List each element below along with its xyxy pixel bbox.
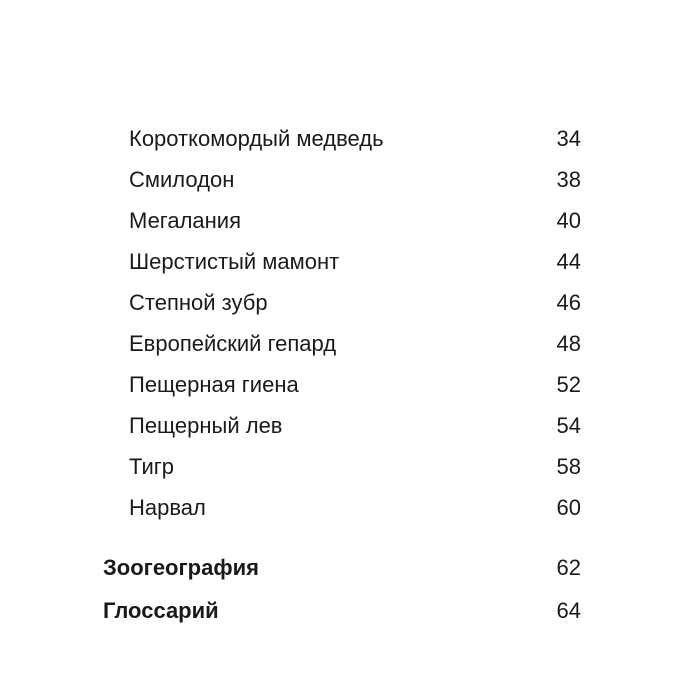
toc-entry-title: Смилодон [129,167,235,192]
toc-entry [0,408,700,444]
toc-section [0,593,700,629]
toc-entry-title: Пещерный лев [129,413,283,438]
toc-entry-page-number: 44 [556,249,581,274]
toc-entry [0,121,700,157]
toc-entry-page-number: 52 [556,372,581,397]
toc-entry-page-number: 48 [556,331,581,356]
toc-entry-title: Короткомордый медведь [129,126,384,151]
toc-entry [0,203,700,239]
toc-entry-page-number: 46 [556,290,581,315]
toc-entry-title: Европейский гепард [129,331,337,356]
toc-entry-page-number: 58 [556,454,581,479]
toc-entry [0,326,700,362]
toc-entry-page-number: 54 [556,413,581,438]
toc-section-page-number: 62 [556,555,581,580]
toc-entry-page-number: 40 [556,208,581,233]
toc-entry [0,162,700,198]
toc-entry [0,244,700,280]
toc-entry-title: Мегалания [129,208,242,233]
toc-section-title: Глоссарий [103,598,219,623]
toc-entry-title: Степной зубр [129,290,268,315]
toc-section-page-number: 64 [556,598,581,623]
toc-entry-title: Шерстистый мамонт [129,249,340,274]
toc-entry [0,285,700,321]
toc-entry-title: Тигр [129,454,175,479]
toc-entry [0,367,700,403]
toc-entry [0,449,700,485]
toc-entry-title: Нарвал [129,495,206,520]
toc-entry-page-number: 34 [556,126,581,151]
toc-entry [0,490,700,526]
toc-entry-title: Пещерная гиена [129,372,299,397]
toc-entry-page-number: 38 [556,167,581,192]
toc-section-title: Зоогеография [103,555,259,580]
toc-entry-page-number: 60 [556,495,581,520]
toc-section [0,550,700,586]
